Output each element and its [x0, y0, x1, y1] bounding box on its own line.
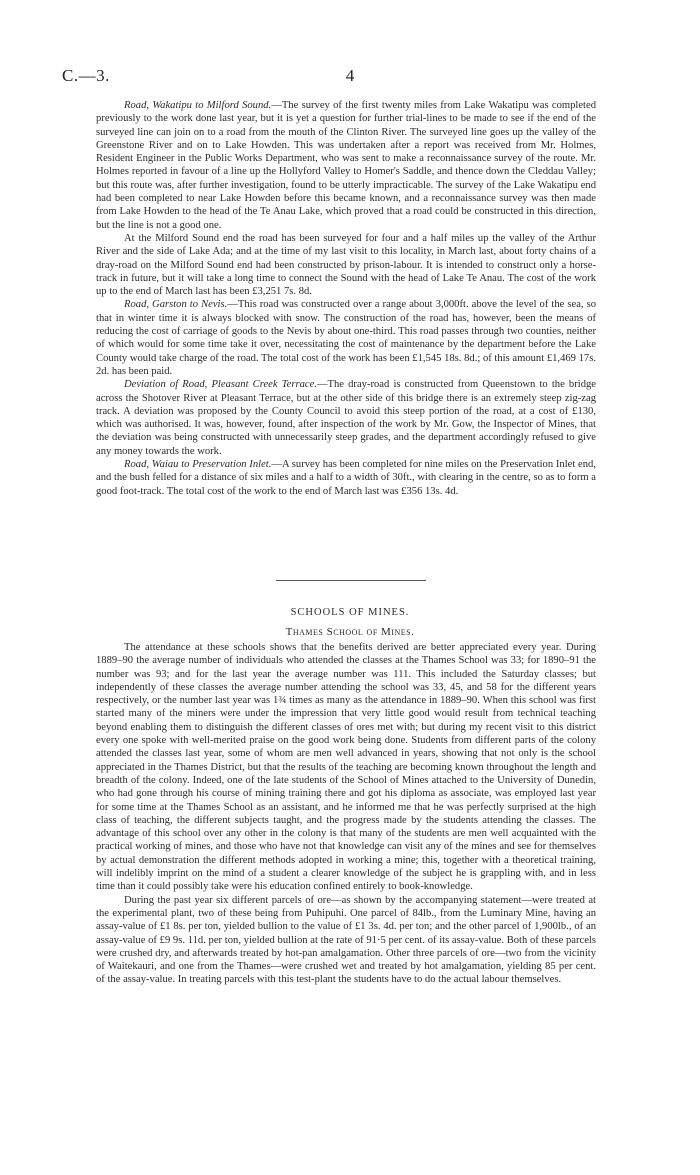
- document-reference: C.—3.: [62, 66, 110, 85]
- paragraph-wakatipu-milford: [96, 99, 596, 232]
- section-heading: SCHOOLS OF MINES.: [290, 607, 410, 618]
- paragraph-waiau-preservation: [96, 458, 596, 498]
- paragraph-lead: Road, Garston to Nevis.: [124, 299, 228, 311]
- paragraph-lead: Road, Waiau to Preservation Inlet.: [124, 459, 272, 471]
- paragraph-attendance: The attendance at these schools shows that the benefits derived are better appreciated every year. During 1889–90 the average number of individuals who attended the classes at the Thames School was 33; for 1890–91 the number was 93; and for the last year the average number was 111. This included the Saturday classes; but independently of these classes the average number attending the school was 33, 45, and 58 for the different years respectively, or the number last year was 1¾ times as many as the attendance in 1889–90. When this school was first started many of the miners were under the impression that very little good would result from technical teaching beyond enabling them to distinguish the different classes of ores met with; but during my recent visit to this district every one spoke with well-merited praise on the good work being done. Students from different parts of the colony attended the classes last year, some of whom are men well advanced in years, showing that not only is the school appreciated in the Thames District, but that the results of the teaching are becoming known throughout the length and breadth of the colony. Indeed, one of the late students of the School of Mines attached to the University of Dunedin, who had gone through his course of mining training there and got his diploma as associate, was employed last year for some time at the Thames School as an assistant, and he informed me that he was perfectly surprised at the high class of teaching, the different subjects taught, and the progress made by the students attending the classes. The advantage of this school over any other in the colony is that many of the students are men well acquainted with the practical working of mines, and those who have not that knowledge can visit any of the mines and see for themselves by actual demonstration the different methods adopted in working a mine; this, together with a theoretical training, will indelibly imprint on the mind of a student a clearer knowledge of the subject he is grappling with, and in less time than it could possibly take were his education confined entirely to book-knowledge.: [96, 642, 596, 893]
- paragraph-lead: Deviation of Road, Pleasant Creek Terrace.: [124, 379, 317, 391]
- paragraph-pleasant-creek: [96, 378, 596, 458]
- paragraph-ore-parcels: During the past year six different parcels of ore—as shown by the accompanying statement—were treated at the experimental plant, two of these being from Puhipuhi. One parcel of 84lb., from the Luminary Mine, having an assay-value of £1 8s. per ton, yielded bullion to the value of £1 3s. 4d. per ton; and the other parcel of 1,900lb., of an assay-value of £9 9s. 11d. per ton, yielded bullion at the rate of 91·5 per cent. of its assay-value. Both of these parcels were crushed dry, and afterwards treated by hot-pan amalgamation. Other three parcels of ore—two from the vicinity of Waitekauri, and one from the Thames—were crushed wet and treated by hot amalgamation, yielding 85 per cent. of the assay-value. In treating parcels with this test-plant the students have to do the actual labour themselves.: [96, 894, 596, 986]
- paragraph-garston-nevis: [96, 298, 596, 378]
- schools-section: [96, 641, 596, 987]
- paragraph-text: —This road was constructed over a range about 3,000ft. above the level of the sea, so that in winter time it is always blocked with snow. The construction of the road has, however, been the means of reducing the cost of carriage of goods to the Nevis by about one-third. This road passes through two counties, neither of which would for some time take it over, necessitating the cost of maintenance by the department before the Lake County would take charge of the road. The total cost of the work has been £1,545 18s. 8d.; of this amount £1,469 17s. 2d. has been paid.: [96, 299, 596, 377]
- section-subheading: Thames School of Mines.: [285, 626, 415, 638]
- paragraph-milford-sound-end: [96, 232, 596, 298]
- roads-section: [96, 99, 596, 498]
- section-divider: [276, 580, 426, 581]
- paragraph-text: —The dray-road is constructed from Queenstown to the bridge across the Shotover River at Pleasant Terrace, but at the other side of this bridge there is an extremely steep zig-zag track. A deviation was proposed by the County Council to avoid this steep portion of the road, at a cost of £130, which was authorised. It was, however, found, after inspection of the work by Mr. Gow, the Inspector of Mines, that the deviation was being constructed with unnecessarily steep grades, and the department accordingly refused to give any money towards the work.: [96, 379, 596, 457]
- paragraph-text: —The survey of the first twenty miles from Lake Wakatipu was completed previously to the work done last year, but it is yet a question for further trial-lines to be made to see if the end of the surveyed line can join on to a road from the mouth of the Clinton River. The surveyed line goes up the valley of the Greenstone River and on to Lake Howden. This was undertaken after a report was received from Mr. Holmes, Resident Engineer in the Public Works Department, who was sent to make a reconnaissance survey of the route. Mr. Holmes reported in favour of a line up the Hollyford Valley to Homer's Saddle, and thence down the Cleddau Valley; but this route was, after further investigation, found to be utterly impracticable. The survey of the Lake Wakatipu end had been completed to near Lake Howden before this became known, and a reconnaissance survey was then made from Lake Howden to the head of the Te Anau Lake, which proved that a road could be constructed in this direction, but the line is not a good one.: [96, 100, 596, 231]
- paragraph-text: —A survey has been completed for nine miles on the Preservation Inlet end, and the bush felled for a distance of six miles and a half to a width of 30ft., with clearing in the centre, so as to form a good foot-track. The total cost of the work to the end of March last was £356 13s. 4d.: [96, 459, 596, 497]
- paragraph-lead: Road, Wakatipu to Milford Sound.: [124, 100, 272, 111]
- paragraph-text: At the Milford Sound end the road has been surveyed for four and a half miles up the valley of the Arthur River and the side of Lake Ada; and at the time of my last visit to this locality, in March last, about forty chains of a dray-road on the Milford Sound end had been constructed by prison-labour. It is intended to construct only a horse-track in future, but it will take a long time to connect the Sound with the head of Lake Te Anau. The cost of the work up to the end of March last has been £3,251 7s. 8d.: [96, 232, 596, 298]
- page-number: 4: [345, 66, 355, 85]
